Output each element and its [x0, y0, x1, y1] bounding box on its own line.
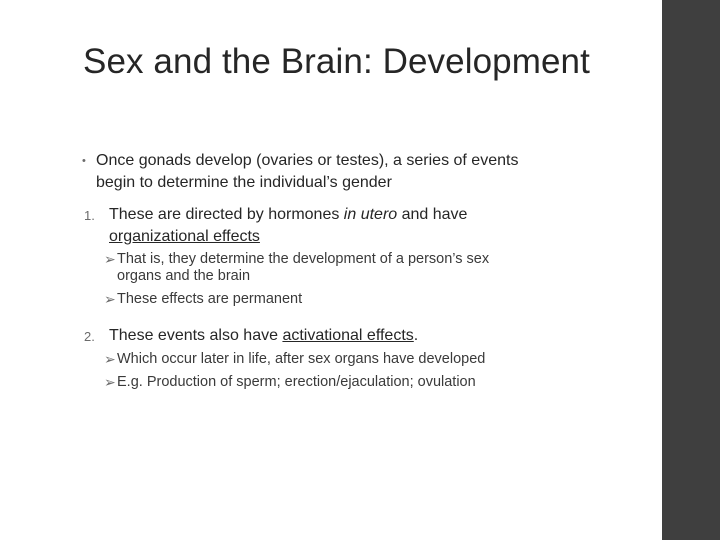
sub-item-line1: E.g. Production of sperm; erection/ejaculation; ovulation	[117, 374, 476, 390]
list-item-2-text	[109, 325, 539, 347]
list-item-2-underline: activational effects	[282, 327, 414, 344]
list-item-2-text-a: These events also have	[109, 327, 283, 344]
decorative-side-band	[662, 0, 720, 540]
list-item-2-text-b: .	[413, 327, 419, 344]
sub-item	[104, 374, 544, 391]
arrow-bullet-icon: ➢	[104, 251, 116, 267]
slide-title: Sex and the Brain: Development	[83, 42, 590, 81]
arrow-bullet-icon: ➢	[104, 374, 116, 390]
arrow-bullet-icon: ➢	[104, 291, 116, 307]
bullet-marker: •	[82, 155, 86, 167]
list-item-1-italic: in utero	[343, 206, 398, 223]
sub-item	[104, 291, 544, 308]
sub-item-line2: organs and the brain	[117, 268, 251, 284]
list-number-2: 2.	[84, 329, 95, 344]
list-item-1-text-b: and have	[397, 206, 468, 223]
list-item-1-text	[109, 204, 539, 248]
list-number-1: 1.	[84, 208, 95, 223]
list-item-1-text-a: These are directed by hormones	[109, 206, 344, 223]
sub-item-line1: These effects are permanent	[117, 291, 303, 307]
arrow-bullet-icon: ➢	[104, 351, 116, 367]
list-item-1-underline: organizational effects	[109, 228, 260, 245]
sub-item-line1: That is, they determine the development of a person’s sex	[117, 251, 490, 267]
sub-item	[104, 351, 544, 368]
bullet-text: Once gonads develop (ovaries or testes), a series of events begin to determine the individual’s gender	[96, 152, 519, 191]
sub-item-line1: Which occur later in life, after sex organs have developed	[117, 351, 486, 367]
sub-item	[104, 251, 544, 285]
